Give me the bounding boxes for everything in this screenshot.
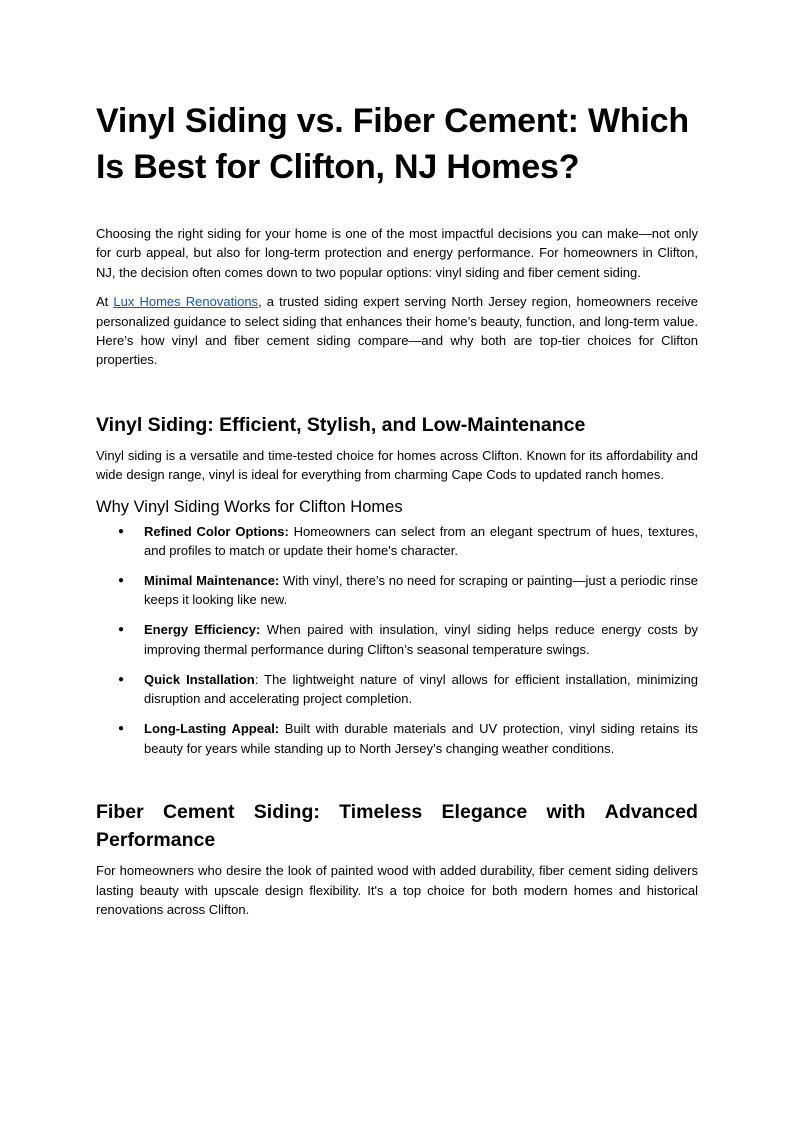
list-item [96,719,698,758]
company-suffix: , a trusted siding expert serving North Jersey region, homeowners receive personalized guidance to select siding that enhances their home’s beauty, function, and long-term value. Here’s how vinyl and fiber cement siding compare—and why both are top-tier choices for Clifton properties. [96,294,698,368]
list-item-label: Energy Efficiency: [144,622,261,638]
list-item [96,670,698,709]
list-item-text: When paired with insulation, vinyl siding helps reduce energy costs by improving thermal performance during Clifton’s seasonal temperature swings. [144,622,698,657]
fiber-heading-line2: Performance [96,829,216,852]
list-item [96,620,698,659]
fiber-heading-line1 [96,798,698,826]
list-item-text: With vinyl, there’s no need for scraping or painting—just a periodic rinse keeps it looking like new. [144,573,698,608]
heading-word: Elegance [441,801,528,824]
list-item-text: Homeowners can select from an elegant spectrum of hues, textures, and profiles to match or update their home's character. [144,523,698,559]
intro-paragraph: Choosing the right siding for your home is one of the most impactful decisions you can make—not only for curb appeal, but also for long-term protection and energy performance. For homeowners in Clifton, NJ, the decision often comes down to two popular options: vinyl siding and fiber cement siding. [96,226,698,280]
heading-word: Fiber [96,801,144,824]
bullet-icon: ● [118,673,125,685]
list-item [96,522,698,561]
list-item-text: Built with durable materials and UV protection, vinyl siding retains its beauty for years while standing up to North Jersey’s changing weather conditions. [144,721,698,756]
vinyl-subheading: Why Vinyl Siding Works for Clifton Homes [96,497,403,516]
heading-word: Timeless [339,801,423,824]
vinyl-body: Vinyl siding is a versatile and time-tested choice for homes across Clifton. Known for its affordability and wide design range, vinyl is ideal for everything from charming Cape Cods to updated ranch homes. [96,447,698,483]
list-item-label: Minimal Maintenance: [144,573,280,589]
document-page [96,98,698,919]
vinyl-heading: Vinyl Siding: Efficient, Stylish, and Low-Maintenance [96,413,586,436]
page-title: Vinyl Siding vs. Fiber Cement: Which Is Best for Clifton, NJ Homes? [96,102,689,186]
heading-word: with [546,801,586,824]
list-item-text: : The lightweight nature of vinyl allows for efficient installation, minimizing disruption and accelerating project completion. [144,671,698,707]
company-paragraph [96,292,698,370]
company-prefix: At [96,294,114,310]
list-item [96,571,698,610]
list-item-label: Long-Lasting Appeal: [144,721,280,737]
vinyl-benefits-list [96,522,698,758]
fiber-body: For homeowners who desire the look of painted wood with added durability, fiber cement siding delivers lasting beauty with upscale design flexibility. It's a top choice for both modern homes and historical renovations across Clifton. [96,863,698,917]
list-item-label: Quick Installation [144,671,255,687]
heading-word: Siding: [253,801,320,824]
list-item-label: Refined Color Options: [144,523,289,539]
company-link[interactable]: Lux Homes Renovations [113,294,259,310]
heading-word: Advanced [604,801,698,824]
bullet-icon: ● [118,525,125,537]
fiber-heading [96,798,698,854]
bullet-icon: ● [118,575,125,587]
heading-word: Cement [162,801,235,824]
bullet-icon: ● [118,624,125,636]
bullet-icon: ● [118,723,125,735]
